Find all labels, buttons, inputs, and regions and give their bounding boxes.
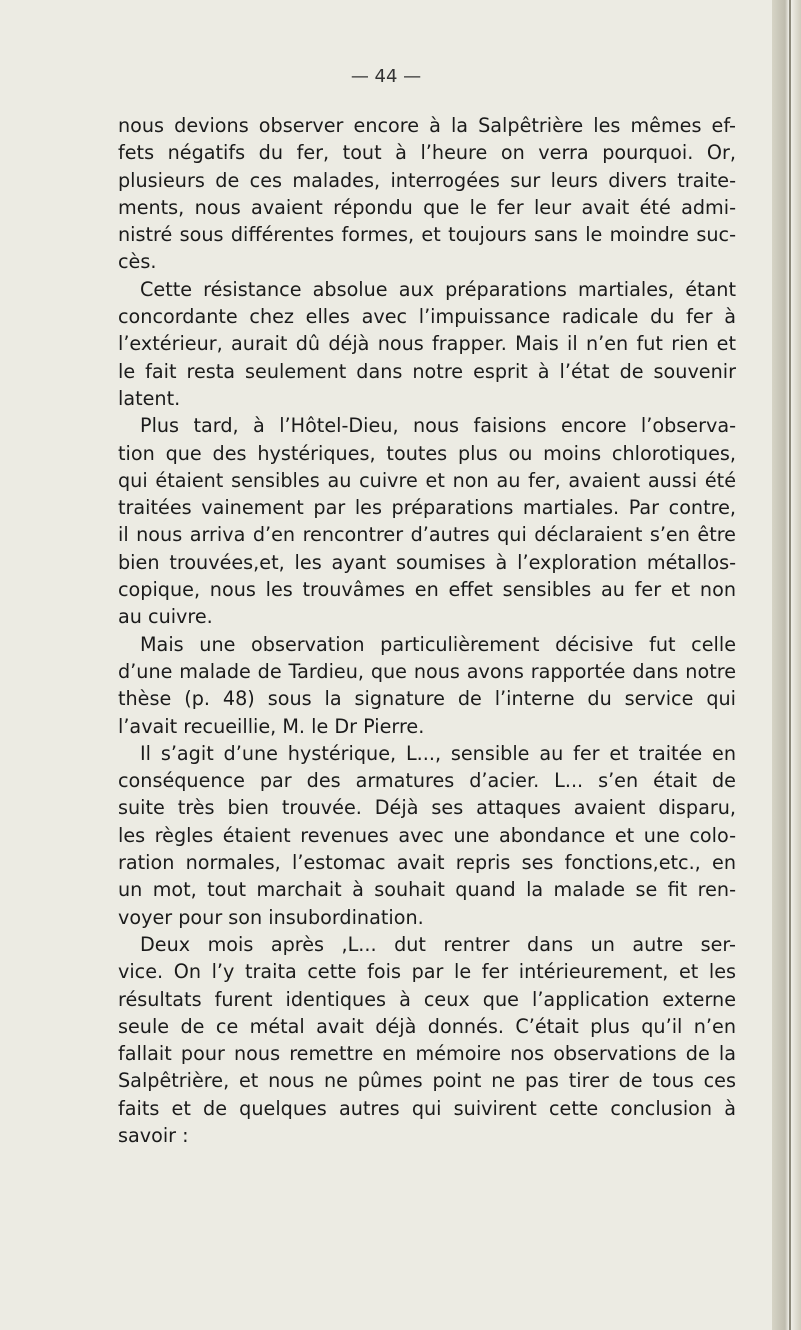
text-line: tion que des hystériques, toutes plus ou moins chlorotiques, bbox=[118, 441, 736, 465]
text-line: Deux mois après ,L... dut rentrer dans un autre ser- bbox=[140, 932, 736, 956]
text-line: voyer pour son insubordination. bbox=[118, 905, 424, 929]
text-line: l’avait recueillie, M. le Dr Pierre. bbox=[118, 714, 425, 738]
text-line: nistré sous différentes formes, et toujours sans le moindre suc- bbox=[118, 223, 736, 247]
text-line: ments, nous avaient répondu que le fer leur avait été admi- bbox=[118, 195, 736, 219]
text-line: suite très bien trouvée. Déjà ses attaques avaient disparu, bbox=[118, 796, 736, 820]
text-line: Salpêtrière, et nous ne pûmes point ne pas tirer de tous ces bbox=[118, 1069, 736, 1093]
text-line: traitées vainement par les préparations martiales. Par contre, bbox=[118, 496, 736, 520]
text-line: au cuivre. bbox=[118, 605, 213, 629]
page-number: — 44 — bbox=[350, 66, 422, 87]
text-line: il nous arriva d’en rencontrer d’autres qui déclaraient s’en être bbox=[118, 523, 736, 547]
text-line: ration normales, l’estomac avait repris ses fonctions,etc., en bbox=[118, 851, 736, 875]
text-line: thèse (p. 48) sous la signature de l’interne du service qui bbox=[118, 687, 736, 711]
text-line: qui étaient sensibles au cuivre et non au fer, avaient aussi été bbox=[118, 468, 736, 492]
text-line: plusieurs de ces malades, interrogées sur leurs divers traite- bbox=[118, 168, 736, 192]
text-line: résultats furent identiques à ceux que l’application externe bbox=[118, 987, 736, 1011]
text-line: vice. On l’y traita cette fois par le fer intérieurement, et les bbox=[118, 960, 736, 984]
text-line: d’une malade de Tardieu, que nous avons rapportée dans notre bbox=[118, 659, 736, 683]
text-line: savoir : bbox=[118, 1123, 189, 1147]
text-line: cès. bbox=[118, 250, 157, 274]
text-line: Plus tard, à l’Hôtel-Dieu, nous faisions encore l’observa- bbox=[140, 414, 736, 438]
text-line: conséquence par des armatures d’acier. L... s’en était de bbox=[118, 769, 736, 793]
text-line: l’extérieur, aurait dû déjà nous frapper. Mais il n’en fut rien et bbox=[118, 332, 736, 356]
page-edge-line bbox=[789, 0, 791, 1330]
body-text bbox=[118, 112, 736, 1149]
text-line: fallait pour nous remettre en mémoire nos observations de la bbox=[118, 1042, 736, 1066]
text-line: nous devions observer encore à la Salpêtrière les mêmes ef- bbox=[118, 114, 736, 137]
text-line: seule de ce métal avait déjà donnés. C’était plus qu’il n’en bbox=[118, 1014, 736, 1038]
text-line: le fait resta seulement dans notre esprit à l’état de souvenir bbox=[118, 359, 736, 383]
text-line: faits et de quelques autres qui suivirent cette conclusion à bbox=[118, 1096, 736, 1120]
text-line: latent. bbox=[118, 386, 181, 410]
text-line: copique, nous les trouvâmes en effet sensibles au fer et non bbox=[118, 578, 736, 602]
text-line: Il s’agit d’une hystérique, L..., sensible au fer et traitée en bbox=[140, 741, 736, 765]
text-line: fets négatifs du fer, tout à l’heure on verra pourquoi. Or, bbox=[118, 141, 736, 165]
text-line: concordante chez elles avec l’impuissance radicale du fer à bbox=[118, 305, 736, 329]
page-edge bbox=[772, 0, 801, 1330]
text-line: Mais une observation particulièrement décisive fut celle bbox=[140, 632, 736, 656]
text-line: les règles étaient revenues avec une abondance et une colo- bbox=[118, 823, 736, 847]
text-line: un mot, tout marchait à souhait quand la malade se fit ren- bbox=[118, 878, 736, 902]
text-line: Cette résistance absolue aux préparations martiales, étant bbox=[140, 277, 736, 301]
text-line: bien trouvées,et, les ayant soumises à l’exploration métallos- bbox=[118, 550, 736, 574]
